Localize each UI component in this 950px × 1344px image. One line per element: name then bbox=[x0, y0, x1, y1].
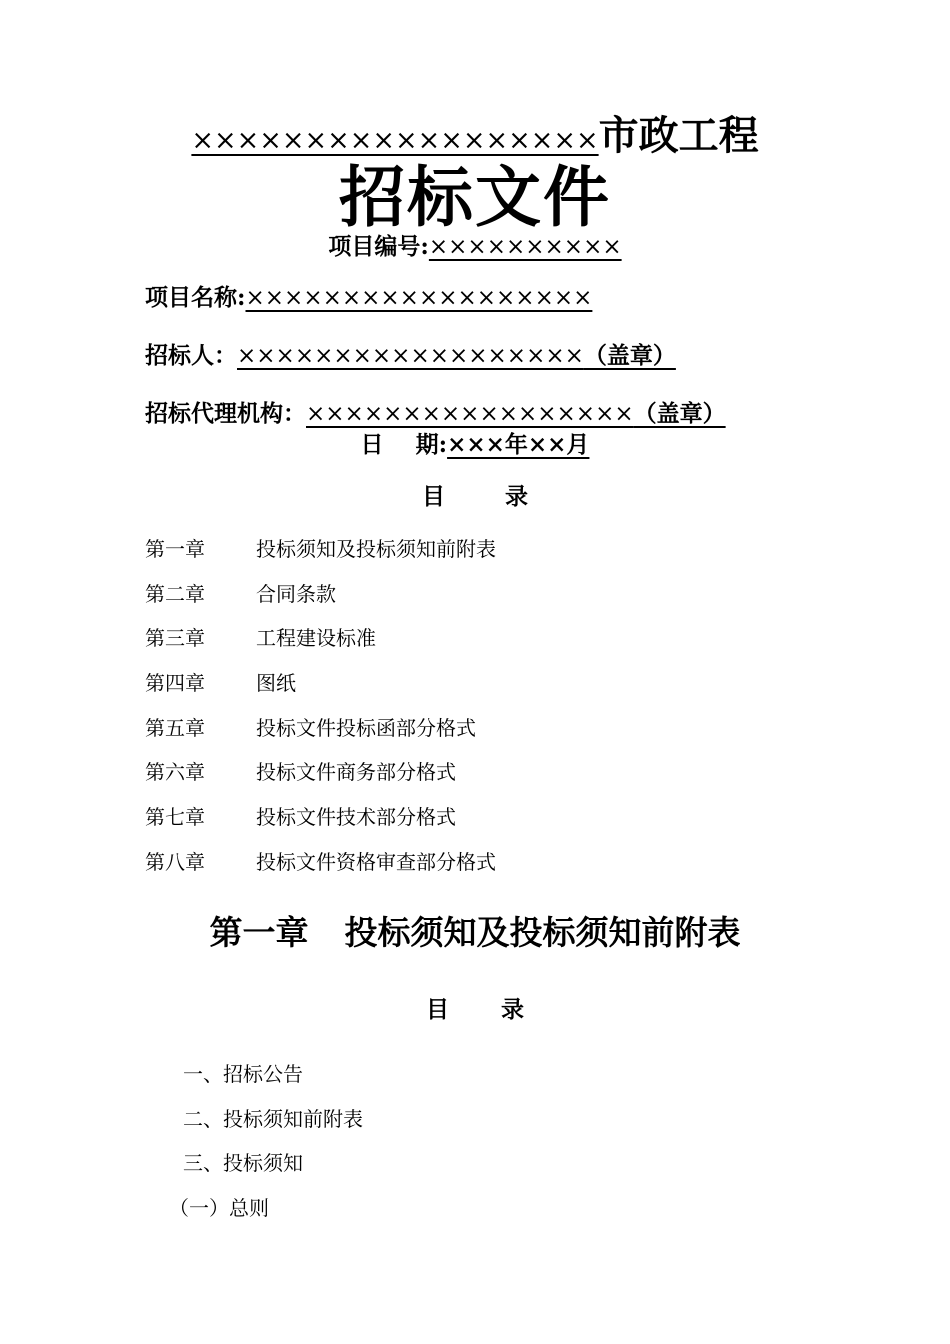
toc-chapter: 第五章 bbox=[145, 715, 205, 740]
toc-item[interactable] bbox=[145, 847, 845, 892]
toc-item[interactable] bbox=[145, 579, 845, 624]
tenderer-placeholder: ×××××××××××××××××× bbox=[237, 343, 584, 369]
agency-row bbox=[145, 399, 726, 429]
project-name-row bbox=[145, 283, 592, 313]
chapter-heading bbox=[0, 912, 950, 954]
toc-item[interactable] bbox=[145, 713, 845, 758]
chapter-contents bbox=[169, 1059, 783, 1238]
toc-chapter-name: 图纸 bbox=[256, 671, 296, 696]
toc-chapter-name: 投标文件技术部分格式 bbox=[256, 805, 456, 830]
toc-item[interactable] bbox=[145, 802, 845, 847]
chapter-toc-title-b: 录 bbox=[501, 996, 524, 1023]
chapter-toc-item[interactable]: （一）总则 bbox=[169, 1196, 269, 1221]
date-row bbox=[0, 430, 950, 460]
toc-chapter-name: 合同条款 bbox=[256, 581, 336, 606]
agency-placeholder: ××××××××××××××××× bbox=[306, 401, 634, 427]
toc-title: 目 录 bbox=[421, 483, 528, 510]
chapter-toc-item[interactable]: 一、招标公告 bbox=[183, 1062, 303, 1086]
toc-chapter: 第二章 bbox=[145, 581, 205, 606]
project-number bbox=[0, 232, 950, 262]
date-label: 日 期: bbox=[360, 431, 448, 458]
main-title: 招标文件 bbox=[339, 158, 611, 236]
chapter-toc-title-a: 目 bbox=[426, 996, 449, 1023]
toc-item[interactable] bbox=[145, 534, 845, 579]
table-of-contents bbox=[145, 534, 845, 892]
project-number-label: 项目编号: bbox=[328, 233, 429, 260]
toc-item[interactable] bbox=[145, 668, 845, 713]
toc-chapter-name: 投标文件商务部分格式 bbox=[256, 760, 456, 785]
tenderer-seal: （盖章） bbox=[583, 342, 676, 369]
toc-chapter: 第三章 bbox=[145, 626, 205, 651]
project-number-value: ×××××××××× bbox=[428, 234, 622, 260]
chapter-heading-title: 投标须知及投标须知前附表 bbox=[344, 913, 741, 952]
agency-label: 招标代理机构： bbox=[145, 400, 306, 427]
project-name-label: 项目名称: bbox=[145, 284, 246, 311]
title-placeholder: ×××××××××××××××××× bbox=[191, 125, 599, 156]
toc-chapter-name: 投标须知及投标须知前附表 bbox=[256, 537, 496, 561]
toc-item[interactable] bbox=[145, 757, 845, 802]
toc-chapter: 第七章 bbox=[145, 805, 205, 830]
title-suffix: 市政工程 bbox=[598, 112, 759, 159]
agency-seal: （盖章） bbox=[633, 400, 726, 427]
toc-chapter: 第一章 bbox=[145, 537, 205, 561]
tenderer-label: 招标人： bbox=[145, 342, 237, 369]
chapter-toc-item[interactable]: 三、投标须知 bbox=[183, 1151, 303, 1176]
chapter-heading-number: 第一章 bbox=[209, 913, 309, 952]
chapter-toc-title bbox=[0, 994, 950, 1026]
tenderer-row bbox=[145, 341, 676, 371]
toc-chapter-name: 投标文件资格审查部分格式 bbox=[256, 849, 496, 874]
chapter-toc-item[interactable]: 二、投标须知前附表 bbox=[183, 1106, 363, 1131]
toc-chapter-name: 投标文件投标函部分格式 bbox=[256, 715, 476, 740]
project-name-value: ×××××××××××××××××× bbox=[245, 285, 593, 311]
date-value: ×××年××月 bbox=[447, 431, 590, 458]
toc-chapter: 第八章 bbox=[145, 849, 205, 874]
toc-item[interactable] bbox=[145, 623, 845, 668]
toc-chapter: 第六章 bbox=[145, 760, 205, 785]
tenderer-value bbox=[237, 343, 676, 369]
agency-value bbox=[306, 401, 726, 427]
toc-chapter: 第四章 bbox=[145, 671, 205, 696]
toc-chapter-name: 工程建设标准 bbox=[256, 626, 376, 651]
